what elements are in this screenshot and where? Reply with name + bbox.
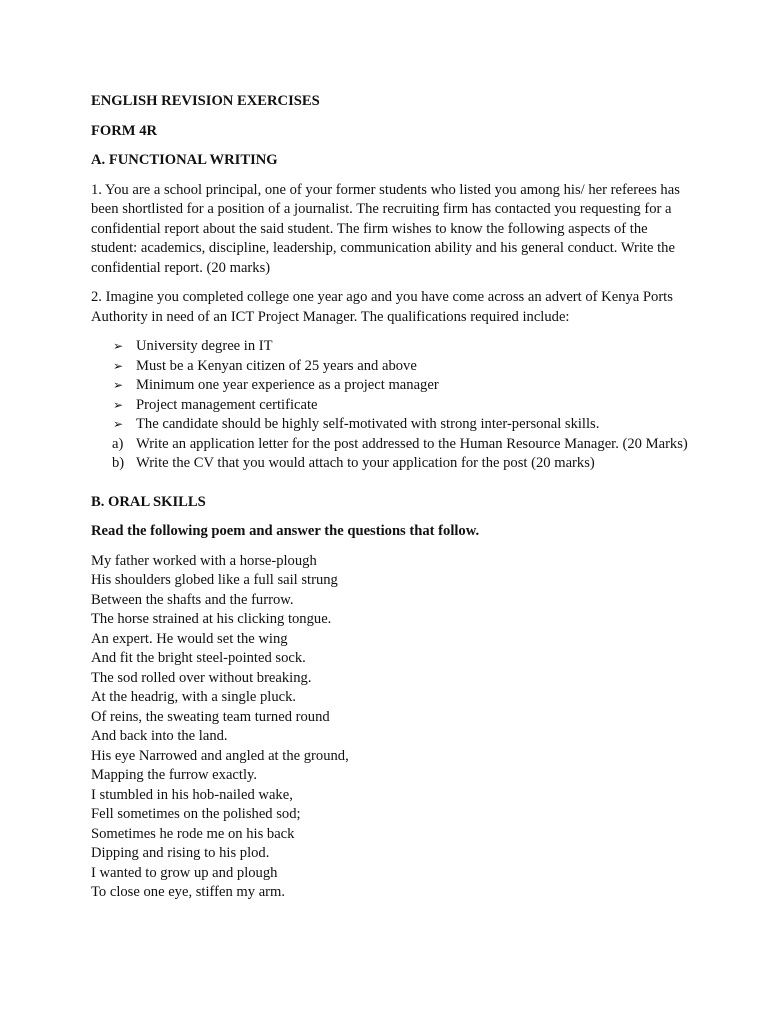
arrow-bullet-icon: ➢ [113, 339, 124, 353]
tasks-list [91, 435, 691, 474]
qualification-text: Project management certificate [136, 396, 318, 413]
arrow-bullet-icon: ➢ [113, 358, 124, 373]
document-page [91, 92, 691, 903]
task-marker: a) [112, 435, 124, 452]
poem-line: At the headrig, with a single pluck. [91, 689, 297, 705]
list-item [91, 454, 691, 474]
arrow-bullet-icon: ➢ [113, 378, 124, 392]
section-a-heading: A. FUNCTIONAL WRITING [91, 152, 278, 168]
poem-line: Of reins, the sweating team turned round [91, 708, 330, 725]
qualification-text: The candidate should be highly self-motivated with strong inter-personal skills. [136, 416, 600, 432]
task-text: Write the CV that you would attach to your application for the post (20 marks) [136, 455, 595, 471]
poem-line: Sometimes he rode me on his back [91, 825, 295, 842]
list-item [91, 415, 691, 435]
question-2: 2. Imagine you completed college one year ago and you have come across an advert of Kenya Ports Authority in need of an ICT Project Manager. The qualifications required include: [91, 289, 673, 325]
list-item [91, 337, 691, 357]
list-item [91, 396, 691, 416]
poem-line: I stumbled in his hob-nailed wake, [91, 786, 293, 803]
arrow-bullet-icon: ➢ [113, 397, 124, 412]
poem-line: Mapping the furrow exactly. [91, 767, 258, 783]
poem-line: His eye Narrowed and angled at the ground, [91, 747, 349, 764]
task-text: Write an application letter for the post addressed to the Human Resource Manager. (20 Marks) [136, 435, 688, 452]
poem-line: My father worked with a horse-plough [91, 552, 317, 569]
poem-line: And fit the bright steel-pointed sock. [91, 650, 306, 666]
poem-instruction: Read the following poem and answer the questions that follow. [91, 523, 480, 539]
section-b-heading: B. ORAL SKILLS [91, 493, 206, 510]
task-marker: b) [112, 455, 125, 471]
list-item [91, 435, 691, 455]
poem-line: The sod rolled over without breaking. [91, 669, 312, 686]
list-item [91, 376, 691, 396]
poem-line: His shoulders globed like a full sail strung [91, 572, 338, 588]
poem-line: To close one eye, stiffen my arm. [91, 884, 286, 900]
poem-line: Fell sometimes on the polished sod; [91, 806, 301, 822]
arrow-bullet-icon: ➢ [113, 417, 124, 431]
qualification-text: University degree in IT [136, 338, 273, 354]
poem-line: And back into the land. [91, 728, 228, 744]
poem-line: An expert. He would set the wing [91, 630, 288, 647]
qualification-text: Minimum one year experience as a project manager [136, 377, 439, 393]
poem-line: Between the shafts and the furrow. [91, 591, 294, 608]
poem-line: The horse strained at his clicking tongue. [91, 611, 332, 627]
poem [91, 552, 691, 903]
question-1: 1. You are a school principal, one of your former students who listed you among his/ her referees has been shortlisted for a position of a journalist. The recruiting firm has contacted you requesting for a confidential report about the said student. The firm wishes to know the following aspects of the student: academics, discipline, leadership, communication ability and his general conduct. Write the confidential report. (20 marks) [91, 181, 680, 276]
list-item [91, 357, 691, 377]
qualification-text: Must be a Kenyan citizen of 25 years and above [136, 357, 417, 374]
document-title: ENGLISH REVISION EXERCISES [91, 93, 320, 109]
qualifications-list [91, 337, 691, 435]
poem-line: I wanted to grow up and plough [91, 864, 278, 881]
poem-line: Dipping and rising to his plod. [91, 845, 270, 861]
form-label: FORM 4R [91, 122, 158, 139]
